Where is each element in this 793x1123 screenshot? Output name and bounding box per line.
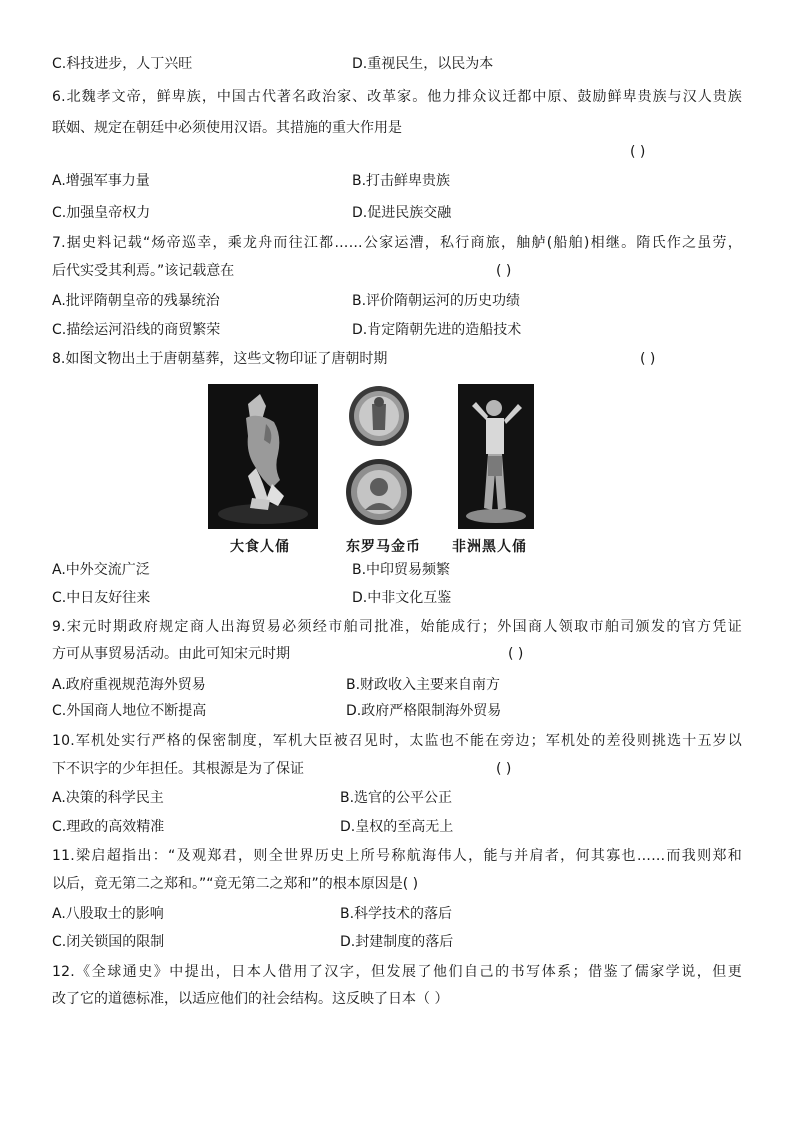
q7-option-b[interactable]: B.评价隋朝运河的历史功绩 <box>352 293 521 309</box>
q10-option-c[interactable]: C.理政的高效精准 <box>52 819 165 835</box>
q11-option-b[interactable]: B.科学技术的落后 <box>340 906 453 922</box>
q11-stem-line2: 以后，竟无第二之郑和。”“竟无第二之郑和”的根本原因是( ) <box>52 876 419 892</box>
q6-option-c[interactable]: C.加强皇帝权力 <box>52 205 151 221</box>
q10-answer-bracket[interactable]: ( ) <box>496 761 512 777</box>
q6-answer-bracket[interactable]: ( ) <box>630 144 646 160</box>
byzantine-gold-coin-photo <box>338 384 420 529</box>
q11-option-d[interactable]: D.封建制度的落后 <box>340 934 454 950</box>
q9-option-b[interactable]: B.财政收入主要来自南方 <box>346 677 501 693</box>
q10-stem-line2: 下不识字的少年担任。其根源是为了保证 <box>52 761 304 777</box>
q7-stem-line1: 7.据史料记载“炀帝巡幸，乘龙舟而往江都……公家运漕，私行商旅，舳舻(船舶)相继。隋氏作之虽劳， <box>52 235 742 251</box>
q6-option-a[interactable]: A.增强军事力量 <box>52 173 150 189</box>
q11-option-a[interactable]: A.八股取士的影响 <box>52 906 164 922</box>
q6-stem-line2: 联姻、规定在朝廷中必须使用汉语。其措施的重大作用是 <box>52 120 402 136</box>
q7-option-a[interactable]: A.批评隋朝皇帝的残暴统治 <box>52 293 220 309</box>
q10-option-b[interactable]: B.选官的公平公正 <box>340 790 453 806</box>
q9-option-a[interactable]: A.政府重视规范海外贸易 <box>52 677 206 693</box>
q10-option-d[interactable]: D.皇权的至高无上 <box>340 819 454 835</box>
q8-option-d[interactable]: D.中非文化互鉴 <box>352 590 452 606</box>
q5-option-c[interactable]: C.科技进步，人丁兴旺 <box>52 56 193 72</box>
q8-answer-bracket[interactable]: ( ) <box>640 351 656 367</box>
q7-answer-bracket[interactable]: ( ) <box>496 263 512 279</box>
caption-arab-figurine: 大食人俑 <box>230 539 290 555</box>
q10-stem-line1: 10.军机处实行严格的保密制度，军机大臣被召见时，太监也不能在旁边；军机处的差役则挑选十五岁以 <box>52 733 742 749</box>
q9-stem-line2: 方可从事贸易活动。由此可知宋元时期 <box>52 646 290 662</box>
q6-option-b[interactable]: B.打击鲜卑贵族 <box>352 173 451 189</box>
q8-option-b[interactable]: B.中印贸易频繁 <box>352 562 451 578</box>
q8-option-a[interactable]: A.中外交流广泛 <box>52 562 150 578</box>
q9-answer-bracket[interactable]: ( ) <box>508 646 524 662</box>
caption-byzantine-coin: 东罗马金币 <box>346 539 421 555</box>
q12-stem-line2: 改了它的道德标准，以适应他们的社会结构。这反映了日本（ ） <box>52 991 449 1007</box>
q11-option-c[interactable]: C.闭关锁国的限制 <box>52 934 165 950</box>
q5-option-d[interactable]: D.重视民生，以民为本 <box>352 56 494 72</box>
q9-stem-line1: 9.宋元时期政府规定商人出海贸易必须经市舶司批准，始能成行；外国商人领取市舶司颁发的官方凭证 <box>52 619 742 635</box>
q6-option-d[interactable]: D.促进民族交融 <box>352 205 452 221</box>
q7-stem-line2: 后代实受其利焉。”该记载意在 <box>52 263 235 279</box>
caption-african-figurine: 非洲黑人俑 <box>452 539 527 555</box>
q8-stem-line1: 8.如图文物出土于唐朝墓葬，这些文物印证了唐朝时期 <box>52 351 388 367</box>
q11-stem-line1: 11.梁启超指出：“及观郑君，则全世界历史上所号称航海伟人，能与并肩者，何其寡也……而我则郑和 <box>52 848 742 864</box>
arab-figurine-photo <box>208 384 318 529</box>
african-figurine-photo <box>458 384 534 529</box>
q7-option-d[interactable]: D.肯定隋朝先进的造船技术 <box>352 322 522 338</box>
q7-option-c[interactable]: C.描绘运河沿线的商贸繁荣 <box>52 322 221 338</box>
q9-option-c[interactable]: C.外国商人地位不断提高 <box>52 703 207 719</box>
q10-option-a[interactable]: A.决策的科学民主 <box>52 790 164 806</box>
q12-stem-line1: 12.《全球通史》中提出，日本人借用了汉字，但发展了他们自己的书写体系；借鉴了儒家学说，但更 <box>52 964 742 980</box>
q6-stem-line1: 6.北魏孝文帝，鲜卑族，中国古代著名政治家、改革家。他力排众议迁都中原、鼓励鲜卑贵族与汉人贵族 <box>52 89 742 105</box>
q8-option-c[interactable]: C.中日友好往来 <box>52 590 151 606</box>
q9-option-d[interactable]: D.政府严格限制海外贸易 <box>346 703 502 719</box>
